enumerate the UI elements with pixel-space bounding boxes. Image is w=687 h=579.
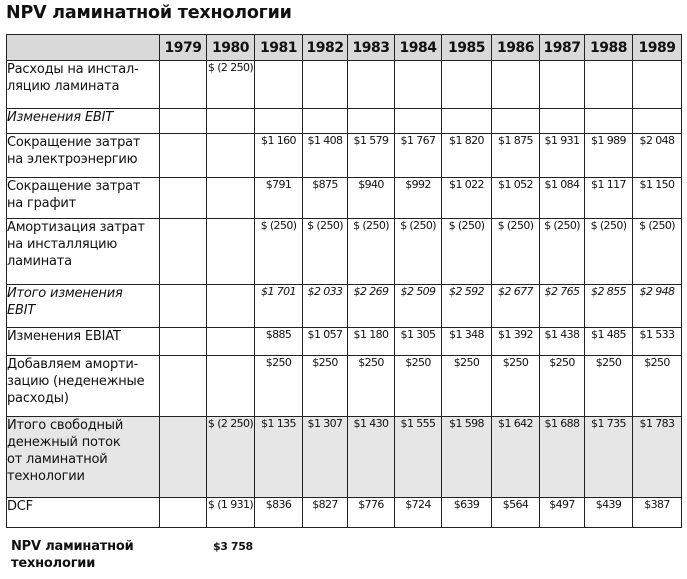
value-cell: $250 bbox=[303, 356, 348, 417]
value-cell: $ (1 931) bbox=[207, 498, 255, 528]
value-cell: $1 084 bbox=[540, 178, 585, 219]
value-cell: $1 022 bbox=[442, 178, 492, 219]
value-cell bbox=[255, 61, 303, 109]
value-cell bbox=[160, 134, 207, 178]
value-cell: $2 855 bbox=[585, 285, 633, 328]
value-cell bbox=[207, 219, 255, 285]
value-cell bbox=[160, 498, 207, 528]
value-cell: $875 bbox=[303, 178, 348, 219]
value-cell: $1 875 bbox=[492, 134, 540, 178]
value-cell: $1 430 bbox=[348, 417, 395, 498]
value-cell: $ (250) bbox=[585, 219, 633, 285]
value-cell: $ (250) bbox=[303, 219, 348, 285]
year-header: 1983 bbox=[348, 35, 395, 61]
value-cell bbox=[207, 109, 255, 134]
value-cell: $ (2 250) bbox=[207, 417, 255, 498]
table-title: NPV ламинатной технологии bbox=[6, 3, 292, 23]
row-ebit-changes bbox=[7, 109, 682, 134]
value-cell: $992 bbox=[395, 178, 442, 219]
value-cell: $1 160 bbox=[255, 134, 303, 178]
value-cell: $2 509 bbox=[395, 285, 442, 328]
value-cell: $2 765 bbox=[540, 285, 585, 328]
npv-value: $3 758 bbox=[213, 540, 253, 553]
value-cell: $2 948 bbox=[633, 285, 682, 328]
value-cell: $250 bbox=[492, 356, 540, 417]
value-cell bbox=[395, 61, 442, 109]
value-cell bbox=[207, 328, 255, 356]
year-header: 1987 bbox=[540, 35, 585, 61]
value-cell: $564 bbox=[492, 498, 540, 528]
value-cell bbox=[160, 178, 207, 219]
value-cell: $1 052 bbox=[492, 178, 540, 219]
value-cell: $387 bbox=[633, 498, 682, 528]
value-cell: $2 048 bbox=[633, 134, 682, 178]
value-cell bbox=[160, 109, 207, 134]
value-cell: $1 735 bbox=[585, 417, 633, 498]
value-cell: $791 bbox=[255, 178, 303, 219]
row-add-depreciation bbox=[7, 356, 682, 417]
row-installation-cost bbox=[7, 61, 682, 109]
value-cell bbox=[633, 61, 682, 109]
value-cell: $1 438 bbox=[540, 328, 585, 356]
value-cell: $ (2 250) bbox=[207, 61, 255, 109]
value-cell: $1 348 bbox=[442, 328, 492, 356]
value-cell: $1 701 bbox=[255, 285, 303, 328]
value-cell: $ (250) bbox=[492, 219, 540, 285]
value-cell: $250 bbox=[633, 356, 682, 417]
value-cell bbox=[633, 109, 682, 134]
value-cell: $1 180 bbox=[348, 328, 395, 356]
year-header: 1980 bbox=[207, 35, 255, 61]
row-free-cash-flow bbox=[7, 417, 682, 498]
value-cell: $ (250) bbox=[540, 219, 585, 285]
value-cell: $ (250) bbox=[633, 219, 682, 285]
value-cell bbox=[540, 61, 585, 109]
year-header: 1989 bbox=[633, 35, 682, 61]
value-cell: $1 820 bbox=[442, 134, 492, 178]
value-cell bbox=[207, 134, 255, 178]
value-cell: $250 bbox=[585, 356, 633, 417]
value-cell: $940 bbox=[348, 178, 395, 219]
npv-table bbox=[6, 34, 682, 528]
value-cell bbox=[160, 328, 207, 356]
value-cell: $1 642 bbox=[492, 417, 540, 498]
value-cell bbox=[395, 109, 442, 134]
npv-label: NPV ламинатной технологии bbox=[11, 539, 134, 571]
row-label: Итого свободный денежный поток от ламинатной технологии bbox=[7, 417, 160, 498]
value-cell bbox=[348, 109, 395, 134]
header-row bbox=[7, 35, 682, 61]
value-cell: $1 598 bbox=[442, 417, 492, 498]
row-label: Изменения EBIAT bbox=[7, 328, 160, 356]
value-cell bbox=[207, 178, 255, 219]
value-cell bbox=[492, 109, 540, 134]
row-total-ebit-changes bbox=[7, 285, 682, 328]
value-cell bbox=[207, 285, 255, 328]
header-corner bbox=[7, 35, 160, 61]
year-header: 1982 bbox=[303, 35, 348, 61]
value-cell: $1 579 bbox=[348, 134, 395, 178]
value-cell bbox=[160, 219, 207, 285]
value-cell: $836 bbox=[255, 498, 303, 528]
value-cell bbox=[585, 109, 633, 134]
value-cell: $497 bbox=[540, 498, 585, 528]
value-cell: $ (250) bbox=[442, 219, 492, 285]
value-cell: $250 bbox=[540, 356, 585, 417]
row-ebiat-changes bbox=[7, 328, 682, 356]
value-cell bbox=[303, 61, 348, 109]
value-cell: $1 408 bbox=[303, 134, 348, 178]
row-graphite-savings bbox=[7, 178, 682, 219]
value-cell: $776 bbox=[348, 498, 395, 528]
value-cell: $1 688 bbox=[540, 417, 585, 498]
value-cell: $2 677 bbox=[492, 285, 540, 328]
row-dcf bbox=[7, 498, 682, 528]
value-cell bbox=[442, 109, 492, 134]
year-header: 1988 bbox=[585, 35, 633, 61]
value-cell: $1 555 bbox=[395, 417, 442, 498]
value-cell bbox=[303, 109, 348, 134]
row-label: Сокращение затрат на электроэнергию bbox=[7, 134, 160, 178]
value-cell: $724 bbox=[395, 498, 442, 528]
row-label: Итого изменения EBIT bbox=[7, 285, 160, 328]
value-cell: $1 150 bbox=[633, 178, 682, 219]
value-cell bbox=[255, 109, 303, 134]
year-header: 1986 bbox=[492, 35, 540, 61]
value-cell: $1 057 bbox=[303, 328, 348, 356]
value-cell bbox=[492, 61, 540, 109]
row-label: Изменения EBIT bbox=[7, 109, 160, 134]
row-label: Добавляем аморти- зацию (неденежные расходы) bbox=[7, 356, 160, 417]
row-label: Амортизация затрат на инсталляцию ламината bbox=[7, 219, 160, 285]
value-cell: $250 bbox=[348, 356, 395, 417]
value-cell: $1 485 bbox=[585, 328, 633, 356]
value-cell: $ (250) bbox=[348, 219, 395, 285]
value-cell: $1 392 bbox=[492, 328, 540, 356]
value-cell: $1 533 bbox=[633, 328, 682, 356]
value-cell: $2 269 bbox=[348, 285, 395, 328]
value-cell bbox=[585, 61, 633, 109]
value-cell bbox=[160, 61, 207, 109]
value-cell: $250 bbox=[395, 356, 442, 417]
row-electricity-savings bbox=[7, 134, 682, 178]
year-header: 1984 bbox=[395, 35, 442, 61]
value-cell bbox=[348, 61, 395, 109]
value-cell bbox=[207, 356, 255, 417]
year-header: 1985 bbox=[442, 35, 492, 61]
value-cell: $885 bbox=[255, 328, 303, 356]
value-cell: $639 bbox=[442, 498, 492, 528]
value-cell bbox=[160, 356, 207, 417]
value-cell: $1 989 bbox=[585, 134, 633, 178]
value-cell: $250 bbox=[442, 356, 492, 417]
value-cell bbox=[442, 61, 492, 109]
value-cell bbox=[160, 285, 207, 328]
value-cell: $2 592 bbox=[442, 285, 492, 328]
value-cell: $250 bbox=[255, 356, 303, 417]
value-cell bbox=[160, 417, 207, 498]
row-label: Сокращение затрат на графит bbox=[7, 178, 160, 219]
value-cell bbox=[540, 109, 585, 134]
value-cell: $1 305 bbox=[395, 328, 442, 356]
value-cell: $1 767 bbox=[395, 134, 442, 178]
value-cell: $ (250) bbox=[255, 219, 303, 285]
year-header: 1979 bbox=[160, 35, 207, 61]
year-header: 1981 bbox=[255, 35, 303, 61]
value-cell: $2 033 bbox=[303, 285, 348, 328]
value-cell: $1 783 bbox=[633, 417, 682, 498]
value-cell: $1 931 bbox=[540, 134, 585, 178]
value-cell: $439 bbox=[585, 498, 633, 528]
value-cell: $1 135 bbox=[255, 417, 303, 498]
value-cell: $1 307 bbox=[303, 417, 348, 498]
value-cell: $ (250) bbox=[395, 219, 442, 285]
row-depreciation bbox=[7, 219, 682, 285]
row-label: Расходы на инстал- ляцию ламината bbox=[7, 61, 160, 109]
value-cell: $827 bbox=[303, 498, 348, 528]
value-cell: $1 117 bbox=[585, 178, 633, 219]
row-label: DCF bbox=[7, 498, 160, 528]
